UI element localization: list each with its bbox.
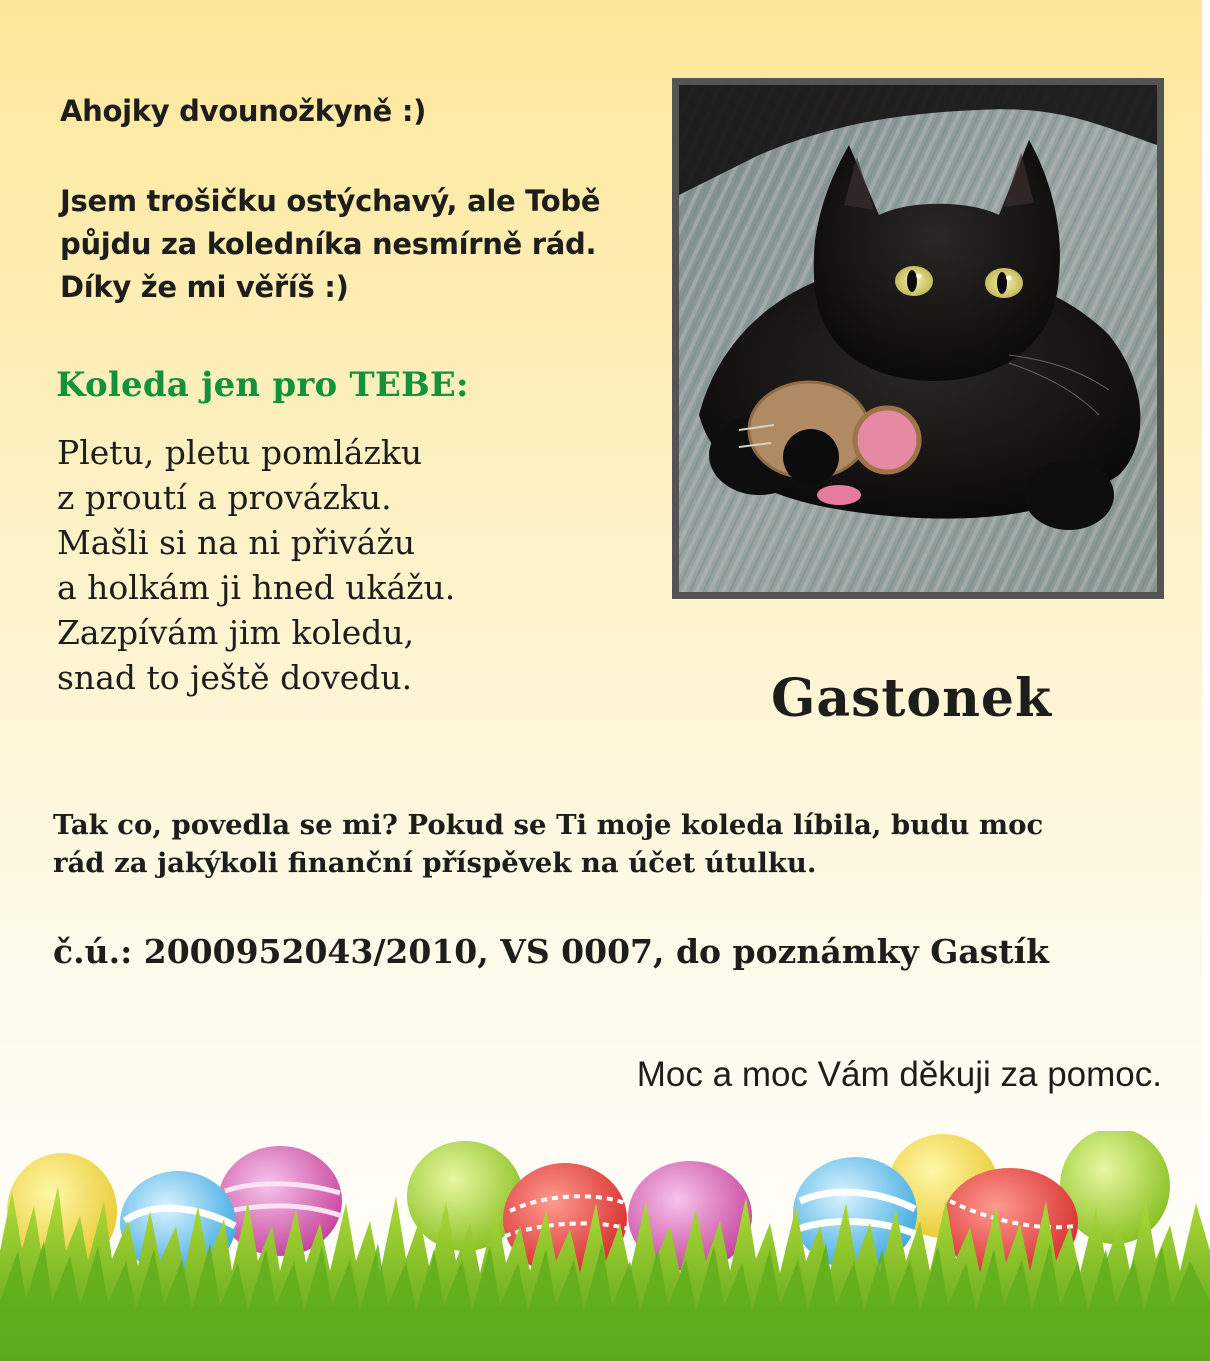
footer-decoration: [0, 1131, 1210, 1361]
appeal-line: Tak co, povedla se mi? Pokud se Ti moje koleda líbila, budu moc: [53, 809, 1044, 841]
cat-photo-frame: [672, 78, 1164, 599]
poem: [57, 430, 455, 700]
cat-name: Gastonek: [771, 668, 1052, 729]
donation-appeal: [53, 806, 1163, 882]
poem-line: Pletu, pletu pomlázku: [57, 433, 423, 472]
intro-line: Jsem trošičku ostýchavý, ale Tobě: [60, 184, 601, 218]
intro-text: [60, 180, 660, 309]
poem-line: z proutí a provázku.: [57, 478, 392, 517]
easter-eggs-in-grass-icon: [0, 1131, 1210, 1361]
koleda-heading: Koleda jen pro TEBE:: [56, 365, 469, 405]
appeal-line: rád za jakýkoli finanční příspěvek na účet útulku.: [53, 847, 817, 879]
black-cat-photo-icon: [679, 85, 1157, 592]
thanks-text: Moc a moc Vám děkuji za pomoc.: [636, 1055, 1162, 1094]
poem-line: snad to ještě dovedu.: [57, 658, 413, 697]
intro-line: Díky že mi věříš :): [60, 270, 349, 304]
intro-line: půjdu za koledníka nesmírně rád.: [60, 227, 597, 261]
poem-line: a holkám ji hned ukážu.: [57, 568, 456, 607]
greeting: Ahojky dvounožkyně :): [60, 94, 427, 128]
poem-line: Zazpívám jim koledu,: [57, 613, 415, 652]
bank-account-line: č.ú.: 2000952043/2010, VS 0007, do poznámky Gastík: [53, 932, 1049, 971]
poem-line: Mašli si na ni přivážu: [57, 523, 416, 562]
